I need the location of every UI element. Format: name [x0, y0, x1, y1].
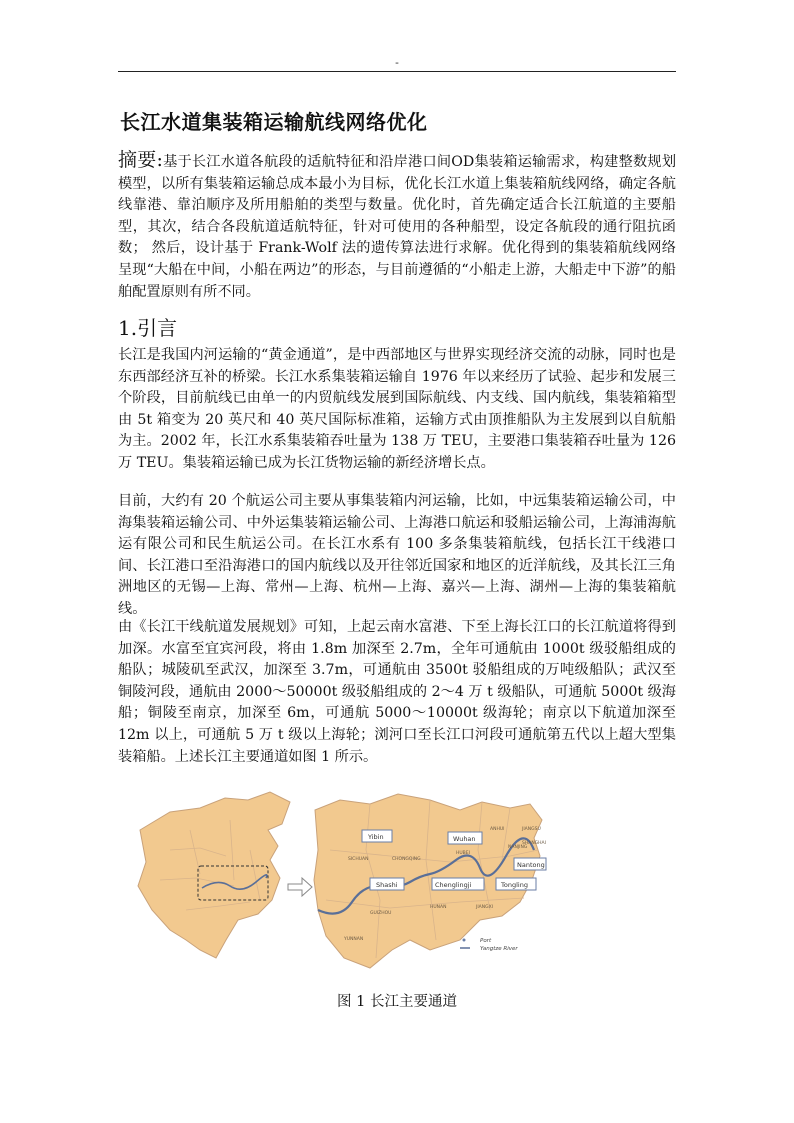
region-label: YUNNAN [344, 937, 364, 942]
region-label: ANHUI [490, 827, 505, 832]
arrow-icon [288, 878, 312, 896]
china-overview-map [138, 792, 290, 958]
port-label: Wuhan [453, 835, 476, 843]
region-label: HUNAN [430, 905, 447, 910]
abstract-text: 基于长江水道各航段的适航特征和沿岸港口间OD集装箱运输需求，构建整数规划模型，以所有集装箱运输总成本最小为目标，优化长江水道上集装箱航线网络，确定各航线靠港、靠泊顺序及所用船舶的类型与数量。优化时，首先确定适合长江航道的主要船型，其次，结合各段航道适航特征，针对可使用的各种船型，设定各航段的通行阻抗函数； 然后，设计基于 Frank-Wolf 法的遗传算法进行求解。优化得到的集装箱航线网络呈现“大船在中间，小船在两边”的形态，与目前遵循的“小船走上游，大船走中下游”的船舶配置原则有所不同。 [118, 154, 677, 300]
paragraph: 由《长江干线航道发展规划》可知，上起云南水富港、下至上海长江口的长江航道将得到加深。水富至宜宾河段，将由 1.8m 加深至 2.7m，全年可通航由 1000t 级驳船组成的船队；城陵矶至武汉，加深至 3.7m，可通航由 3500t 驳船组成的万吨级船队；武汉至铜陵河段，通航由 2000～50000t 级驳船组成的 2～4 万 t 级船队，可通航 5000t 级海船；铜陵至南京，加深至 6m，可通航 5000～10000t 级海轮；南京以下航道加深至 12m 以上，可通航 5 万 t 级以上海轮；浏河口至长江口河段可通航第五代以上超大型集装箱船。上述长江主要通道如图 1 所示。 [118, 619, 676, 765]
region-label: GUIZHOU [370, 911, 392, 916]
abstract-label: 摘要: [118, 149, 163, 171]
yangtze-map-figure [130, 790, 676, 980]
port-label: Nantong [517, 861, 545, 869]
paragraph: 长江是我国内河运输的“黄金通道”，是中西部地区与世界实现经济交流的动脉，同时也是东西部经济互补的桥梁。长江水系集装箱运输自 1976 年以来经历了试验、起步和发展三个阶段，目前航线已由单一的内贸航线发展到国际航线、内支线、国内航线，集装箱箱型由 5t 箱变为 20 英尺和 40 英尺国际标准箱，运输方式由顶推船队为主发展到以自航船为主。2002 年，长江水系集装箱吞吐量为 138 万 TEU，主要港口集装箱吞吐量为 126 万 TEU。集装箱运输已成为长江货物运输的新经济增长点。 [118, 347, 676, 471]
region-label: NANJING [508, 845, 528, 850]
legend-river: Yangtze River [480, 946, 518, 952]
port-label: Chenglingji [435, 881, 472, 889]
region-label: HUBEI [456, 851, 470, 856]
figure-caption: 图 1 长江主要通道 [337, 994, 457, 1010]
region-label: SICHUAN [348, 857, 369, 862]
document-title: 长江水道集装箱运输航线网络优化 [120, 110, 428, 134]
legend-port: Port [480, 938, 492, 944]
region-label: JIANGSU [522, 827, 541, 832]
abstract [118, 150, 676, 303]
region-label: CHONGQING [392, 857, 421, 862]
section-heading: 1.引言 [118, 316, 178, 340]
paragraph: 目前，大约有 20 个航运公司主要从事集装箱内河运输，比如，中远集装箱运输公司，中海集装箱运输公司、中外运集装箱运输公司、上海港口航运和驳船运输公司，上海浦海航运有限公司和民生航运公司。在长江水系有 100 多条集装箱航线，包括长江干线港口间、长江港口至沿海港口的国内航线以及开往邻近国家和地区的近洋航线，及其长江三角洲地区的无锡—上海、常州—上海、杭州—上海、嘉兴—上海、湖州—上海的集装箱航线。 [118, 493, 676, 617]
port-label: Tongling [501, 881, 528, 889]
port-label: Shashi [376, 881, 398, 889]
header-mark: - [395, 56, 399, 69]
region-label: JIANGXI [476, 905, 493, 910]
header-rule [118, 71, 676, 72]
port-label: Yibin [368, 833, 384, 841]
region-label: SHANGHAI [522, 841, 546, 846]
map-legend [460, 938, 518, 952]
yangtze-region-map [314, 794, 546, 968]
